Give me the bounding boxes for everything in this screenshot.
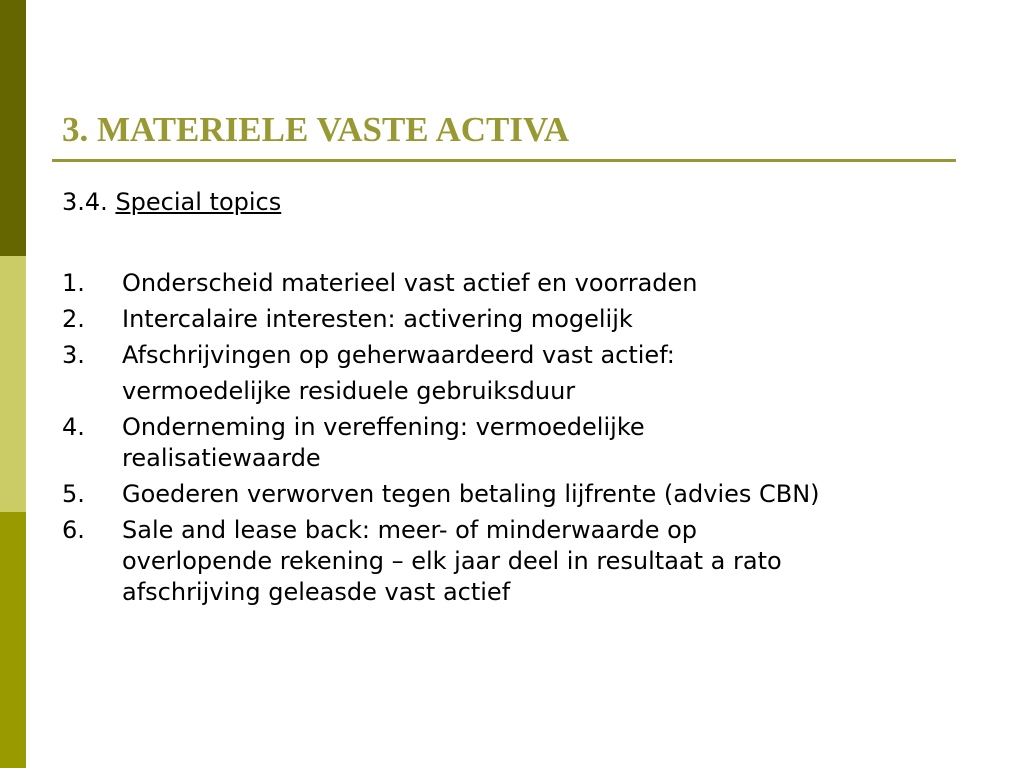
list-item-number: 4. [62,413,85,441]
list-item-line: realisatiewaarde [122,444,321,472]
list-item [62,412,962,474]
list-item [62,479,962,510]
list-item-line: vermoedelijke residuele gebruiksduur [122,377,576,405]
list-item-number: 5. [62,480,85,508]
list-item-text [122,479,962,510]
side-bar-top [0,0,26,256]
title-underline-rule [52,159,956,162]
list-item [62,340,962,407]
topics-list [62,268,962,608]
side-bar-middle [0,256,26,512]
list-item-text [122,340,962,407]
list-item-number: 3. [62,341,85,369]
section-title: Special topics [115,188,282,216]
list-item-text [122,515,962,608]
list-item [62,304,962,335]
side-bar-bottom [0,512,26,768]
section-number: 3.4. [62,188,108,216]
list-item-number: 1. [62,269,85,297]
list-item-line: Onderneming in vereffening: vermoedelijke [122,413,645,441]
slide-title: 3. MATERIELE VASTE ACTIVA [62,110,570,149]
list-item-line: Sale and lease back: meer- of minderwaarde op [122,516,698,544]
slide-content [62,184,962,613]
list-item [62,515,962,608]
list-item-text [122,268,962,299]
list-item-text [122,304,962,335]
list-item-line: overlopende rekening – elk jaar deel in resultaat a rato [122,547,782,575]
list-item-line: Afschrijvingen op geherwaardeerd vast actief: [122,341,675,369]
list-item [62,268,962,299]
list-item-line: Goederen verworven tegen betaling lijfrente (advies CBN) [122,480,820,508]
list-item-number: 6. [62,516,85,544]
list-item-text [122,412,962,474]
section-heading [62,184,962,220]
list-item-line: Onderscheid materieel vast actief en voorraden [122,269,698,297]
list-item-line: afschrijving geleasde vast actief [122,578,511,606]
list-item-line: Intercalaire interesten: activering mogelijk [122,305,633,333]
list-item-number: 2. [62,305,85,333]
